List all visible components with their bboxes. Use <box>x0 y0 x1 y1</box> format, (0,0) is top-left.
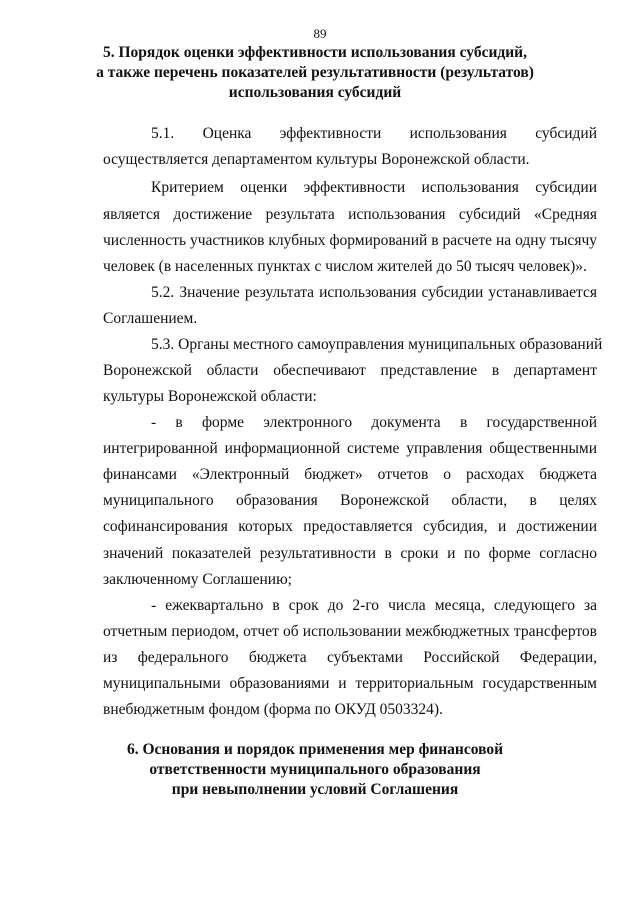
list-item-line: финансами «Электронный бюджет» отчетов о расходах бюджета <box>103 466 597 483</box>
heading-line: ответственности муниципального образования <box>149 761 481 778</box>
paragraph-5-3-line: культуры Воронежской области: <box>103 388 317 405</box>
section-5-heading <box>80 43 550 103</box>
paragraph-5-3-line: Воронежской области обеспечивают представление в департамент <box>103 362 597 379</box>
list-item-line: - ежеквартально в срок до 2-го числа месяца, следующего за <box>151 597 597 614</box>
heading-line: 6. Основания и порядок применения мер финансовой <box>126 741 504 758</box>
list-item-line: внебюджетным фондом (форма по ОКУД 0503324). <box>103 701 443 718</box>
heading-line: 5. Порядок оценки эффективности использования субсидий, <box>103 44 527 61</box>
criterion-paragraph-line: является достижение результата использования субсидий «Средняя <box>103 206 597 223</box>
list-item-line: муниципальными образованиями и территориальным государственным <box>103 675 597 692</box>
list-item-line: интегрированной информационной системе управления общественными <box>103 440 597 457</box>
paragraph-5-3-line: 5.3. Органы местного самоуправления муниципальных образований <box>151 336 603 353</box>
criterion-paragraph-line: Критерием оценки эффективности использования субсидии <box>151 179 597 196</box>
heading-line: а также перечень показателей результативности (результатов) <box>96 64 534 81</box>
heading-line: использования субсидий <box>228 84 402 101</box>
paragraph-5-2-line: Соглашением. <box>103 310 198 327</box>
heading-line: при невыполнении условий Соглашения <box>171 781 459 798</box>
criterion-paragraph-line: численность участников клубных формирований в расчете на одну тысячу <box>103 232 597 249</box>
list-item-line: - в форме электронного документа в государственной <box>151 414 597 431</box>
section-6-heading <box>80 740 550 800</box>
criterion-paragraph-line: человек (в населенных пунктах с числом жителей до 50 тысяч человек)». <box>103 258 587 275</box>
list-item-line: значений показателей результативности в сроки и по форме согласно <box>103 545 597 562</box>
paragraph-5-1-line: осуществляется департаментом культуры Воронежской области. <box>103 151 530 168</box>
paragraph-5-1-line: 5.1. Оценка эффективности использования субсидий <box>151 125 597 142</box>
paragraph-5-2-line: 5.2. Значение результата использования субсидии устанавливается <box>151 284 597 301</box>
list-item-line: отчетным периодом, отчет об использовании межбюджетных трансфертов <box>103 623 597 640</box>
list-item-line: муниципального образования Воронежской области, в целях <box>103 492 597 509</box>
list-item-line: заключенному Соглашению; <box>103 571 292 588</box>
list-item-line: софинансирования которых предоставляется субсидия, и достижении <box>103 518 597 535</box>
list-item-line: из федерального бюджета субъектами Российской Федерации, <box>103 649 597 666</box>
page-number: 89 <box>313 26 327 41</box>
